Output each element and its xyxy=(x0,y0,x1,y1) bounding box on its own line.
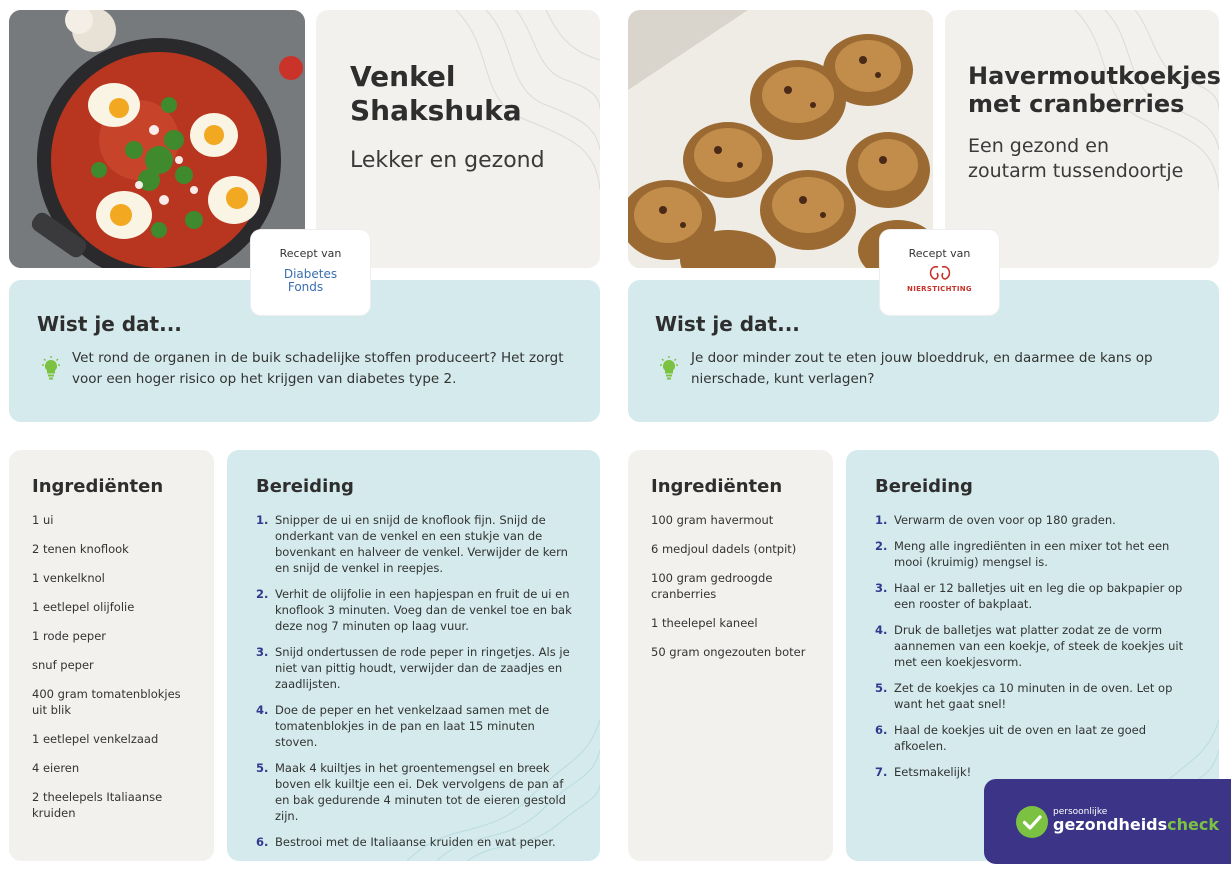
ingredient-item: 6 medjoul dadels (ontpit) xyxy=(651,542,797,556)
step-number: 7. xyxy=(875,765,888,779)
checkmark-icon xyxy=(1016,806,1048,838)
step-number: 5. xyxy=(256,761,269,775)
step-number: 5. xyxy=(875,681,888,695)
step-text: Verwarm de oven voor op 180 graden. xyxy=(894,513,1116,527)
left-steps-list xyxy=(256,512,576,860)
right-recipe-subtitle: Een gezond en zoutarm tussendoortje xyxy=(968,135,1184,182)
right-steps-list xyxy=(875,512,1195,790)
nierstichting-kidney-icon xyxy=(925,264,955,284)
step-text: Snijd ondertussen de rode peper in ringetjes. Als je niet van pittig houdt, verwijder dan de zaadjes en zaadlijsten. xyxy=(275,645,570,691)
step-number: 6. xyxy=(256,835,269,849)
contour-pattern xyxy=(436,10,600,268)
left-ingredients-card xyxy=(9,450,214,861)
step-item xyxy=(256,760,576,824)
ingredient-item: 50 gram ongezouten boter xyxy=(651,645,806,659)
left-ingredients-heading: Ingrediënten xyxy=(32,476,164,497)
nierstichting-logo: NIERSTICHTING xyxy=(907,285,972,293)
gezondheidscheck-logo xyxy=(984,779,1231,864)
step-text: Haal de koekjes uit de oven en laat ze goed afkoelen. xyxy=(894,723,1147,753)
step-number: 2. xyxy=(875,539,888,553)
step-item xyxy=(256,702,576,750)
ingredient-item: 1 eetlepel olijfolie xyxy=(32,600,135,614)
step-item xyxy=(875,622,1195,670)
ingredient-item: 1 ui xyxy=(32,513,54,527)
step-text: Druk de balletjes wat platter zodat ze de vorm aannemen van een koekje, of steek de koekjes uit met een koekjesvorm. xyxy=(894,623,1184,669)
right-ingredients-heading: Ingrediënten xyxy=(651,476,783,497)
ingredient-item: 1 theelepel kaneel xyxy=(651,616,758,630)
step-number: 6. xyxy=(875,723,888,737)
recept-van-label: Recept van xyxy=(279,247,342,260)
left-wist-heading: Wist je dat... xyxy=(37,312,182,336)
logo-small-text: persoonlijke xyxy=(1053,807,1108,817)
step-item xyxy=(256,586,576,634)
step-number: 4. xyxy=(256,703,269,717)
left-bereiding-heading: Bereiding xyxy=(256,476,354,497)
step-number: 3. xyxy=(875,581,888,595)
left-partner-badge xyxy=(251,230,370,315)
lightbulb-icon xyxy=(658,356,680,382)
ingredient-item: 100 gram havermout xyxy=(651,513,774,527)
diabetes-fonds-logo: Diabetes Fonds xyxy=(283,267,338,294)
ingredient-item: 1 rode peper xyxy=(32,629,106,643)
step-number: 2. xyxy=(256,587,269,601)
step-item xyxy=(875,722,1195,754)
left-bereiding-card xyxy=(227,450,600,861)
ingredient-item: 100 gram gedroogde cranberries xyxy=(651,571,773,601)
left-wist-text: Vet rond de organen in de buik schadelijke stoffen produceert? Het zorgt voor een hoger risico op het krijgen van diabetes type 2. xyxy=(72,350,564,387)
right-wist-heading: Wist je dat... xyxy=(655,312,800,336)
right-ingredients-card xyxy=(628,450,833,861)
step-text: Verhit de olijfolie in een hapjespan en fruit de ui en knoflook 3 minuten. Voeg dan de venkel toe en bak deze nog 7 minuten op laag vuur. xyxy=(275,587,572,633)
right-recipe-title: Havermoutkoekjes met cranberries xyxy=(968,62,1221,118)
left-ingredients-list xyxy=(32,512,197,834)
step-item xyxy=(875,512,1195,528)
left-recipe-title: Venkel Shakshuka xyxy=(350,60,522,127)
logo-wordmark: gezondheidscheck xyxy=(1053,815,1220,834)
ingredient-item: 2 theelepels Italiaanse kruiden xyxy=(32,790,163,820)
right-ingredients-list xyxy=(651,512,816,673)
step-text: Haal er 12 balletjes uit en leg die op bakpapier op een rooster of bakplaat. xyxy=(894,581,1183,611)
step-number: 1. xyxy=(256,513,269,527)
step-text: Doe de peper en het venkelzaad samen met de tomatenblokjes in de pan en laat 15 minuten stoven. xyxy=(275,703,550,749)
right-wist-text: Je door minder zout te eten jouw bloeddruk, en daarmee de kans op nierschade, kunt verlagen? xyxy=(691,350,1153,387)
step-number: 4. xyxy=(875,623,888,637)
step-text: Maak 4 kuiltjes in het groentemengsel en breek boven elk kuiltje een ei. Dek vervolgens de pan af en bak gedurende 4 minuten tot de eieren gestold zijn. xyxy=(275,761,566,823)
step-text: Bestrooi met de Italiaanse kruiden en wat peper. xyxy=(275,835,556,849)
step-number: 3. xyxy=(256,645,269,659)
step-item xyxy=(256,512,576,576)
ingredient-item: 400 gram tomatenblokjes uit blik xyxy=(32,687,181,717)
step-item xyxy=(875,580,1195,612)
step-item xyxy=(256,834,576,850)
step-item xyxy=(875,680,1195,712)
step-item xyxy=(875,538,1195,570)
ingredient-item: 1 eetlepel venkelzaad xyxy=(32,732,159,746)
step-number: 1. xyxy=(875,513,888,527)
ingredient-item: snuf peper xyxy=(32,658,94,672)
recept-van-label: Recept van xyxy=(908,247,971,260)
step-text: Zet de koekjes ca 10 minuten in de oven. Let op want het gaat snel! xyxy=(894,681,1173,711)
ingredient-item: 1 venkelknol xyxy=(32,571,105,585)
step-item xyxy=(875,764,1195,780)
step-text: Eetsmakelijk! xyxy=(894,765,972,779)
step-text: Meng alle ingrediënten in een mixer tot het een mooi (kruimig) mengsel is. xyxy=(894,539,1170,569)
ingredient-item: 4 eieren xyxy=(32,761,80,775)
right-bereiding-heading: Bereiding xyxy=(875,476,973,497)
left-recipe-subtitle: Lekker en gezond xyxy=(350,148,545,173)
right-partner-badge xyxy=(880,230,999,315)
step-item xyxy=(256,644,576,692)
step-text: Snipper de ui en snijd de knoflook fijn. Snijd de onderkant van de venkel en een stukje van de bovenkant en halveer de venkel. Verwijder de kern en snijd de venkel in reepjes. xyxy=(275,513,568,575)
lightbulb-icon xyxy=(40,356,62,382)
ingredient-item: 2 tenen knoflook xyxy=(32,542,129,556)
